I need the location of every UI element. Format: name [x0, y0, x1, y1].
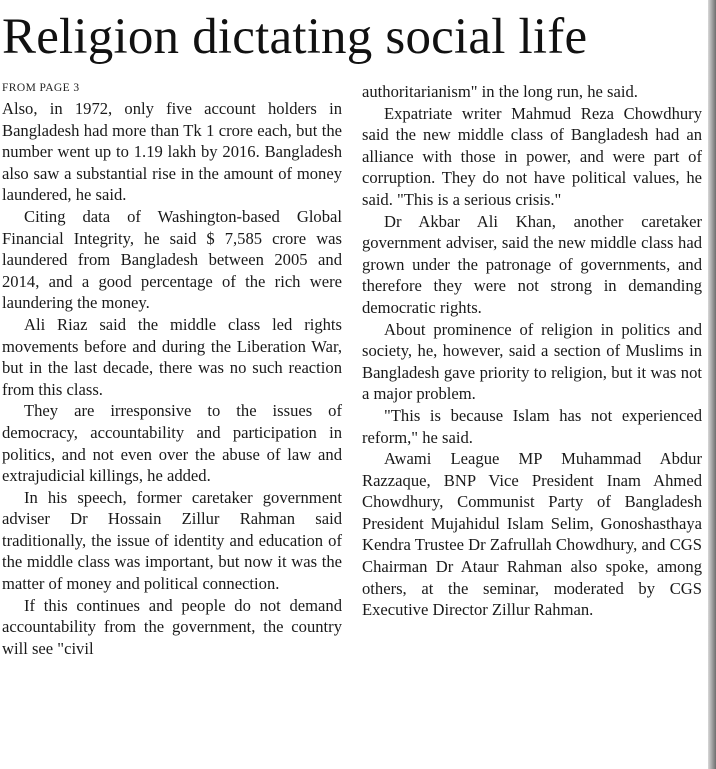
paragraph: Ali Riaz said the middle class led rights movements before and during the Liberation War, but in the last decade, there was no such reaction from this class.	[2, 314, 342, 399]
paragraph: In his speech, former caretaker government adviser Dr Hossain Zillur Rahman said traditionally, the issue of identity and education of the middle class was important, but now it was the matter of money and political connection.	[2, 487, 342, 594]
paragraph: If this continues and people do not demand accountability from the government, the country will see "civil	[2, 595, 342, 658]
headline: Religion dictating social life	[2, 9, 588, 65]
page-edge-shadow	[708, 0, 716, 769]
continuation-kicker: FROM PAGE 3	[2, 82, 80, 94]
article-column-left	[2, 78, 342, 659]
paragraph: Dr Akbar Ali Khan, another caretaker government adviser, said the new middle class had grown under the patronage of governments, and therefore they were not strong in demanding democratic rights.	[362, 211, 702, 317]
paragraph: Also, in 1972, only five account holders in Bangladesh had more than Tk 1 crore each, but the number went up to 1.19 lakh by 2016. Bangladesh also saw a substantial rise in the amount of money laundered, he said.	[2, 99, 342, 205]
paragraph: Awami League MP Muhammad Abdur Razzaque, BNP Vice President Inam Ahmed Chowdhury, Communist Party of Bangladesh President Mujahidul Islam Selim, Gonoshasthaya Kendra Trustee Dr Zafrullah Chowdhury, and CGS Chairman Dr Ataur Rahman also spoke, among others, at the seminar, moderated by CGS Executive Director Zillur Rahman.	[362, 449, 702, 620]
paragraph: authoritarianism" in the long run, he said.	[362, 82, 638, 101]
paragraph: Citing data of Washington-based Global Financial Integrity, he said $ 7,585 crore was laundered from Bangladesh between 2005 and 2014, and a good percentage of the rich were laundering the money.	[2, 206, 342, 313]
paragraph: They are irresponsive to the issues of democracy, accountability and participation in politics, and not even over the abuse of law and extrajudicial killings, he added.	[2, 401, 342, 486]
article-column-right	[362, 78, 702, 621]
paragraph: Expatriate writer Mahmud Reza Chowdhury said the new middle class of Bangladesh had an alliance with those in power, and were part of corruption. They do not have political values, he said. "This is a serious crisis."	[362, 103, 702, 209]
paragraph: "This is because Islam has not experienced reform," he said.	[362, 405, 702, 447]
paragraph: About prominence of religion in politics and society, he, however, said a section of Muslims in Bangladesh gave priority to religion, but it was not a major problem.	[362, 319, 702, 404]
